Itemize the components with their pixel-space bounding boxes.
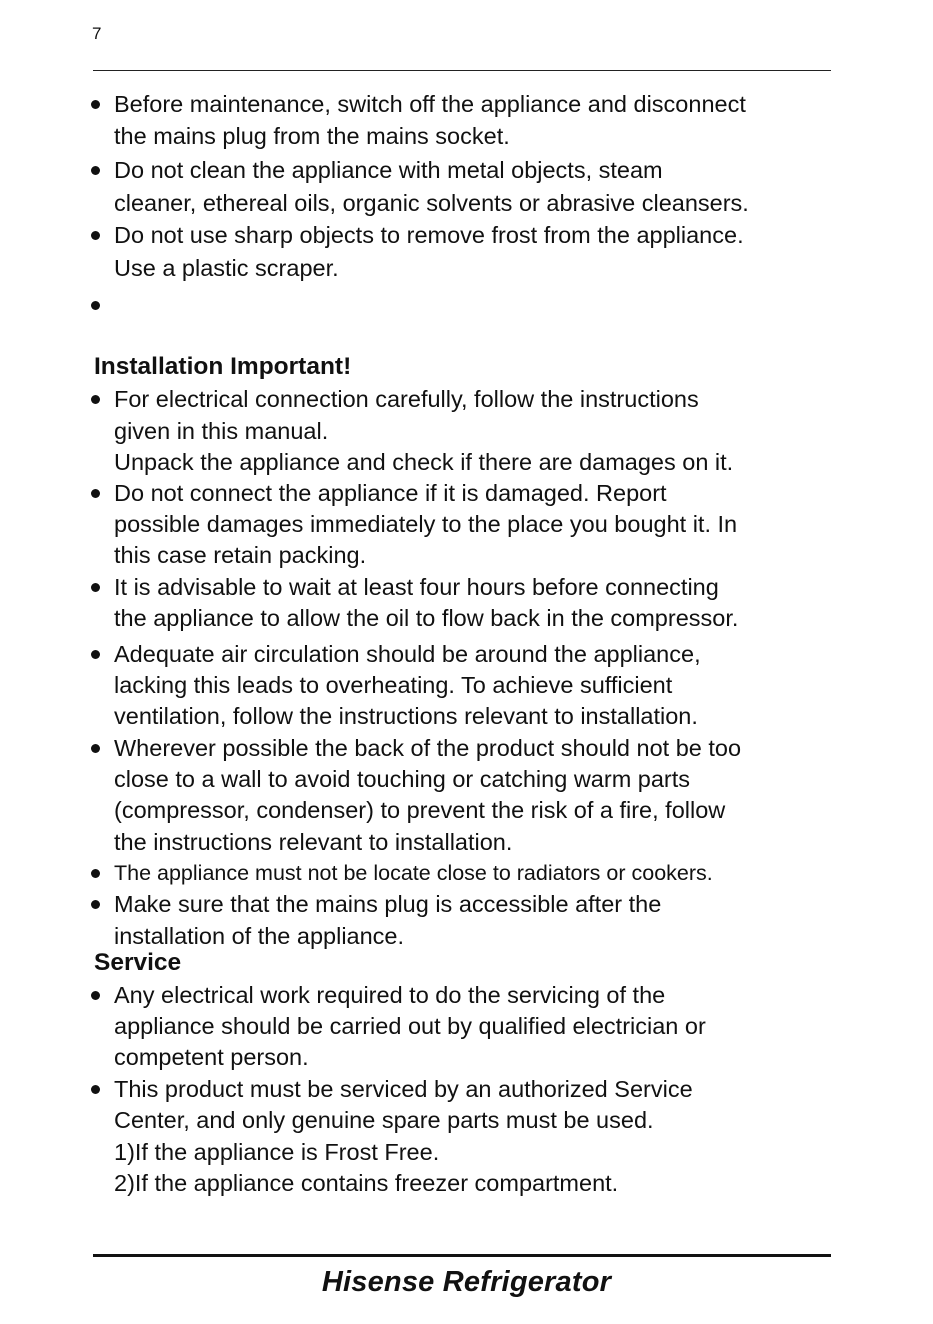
line-text: Do not clean the appliance with metal objects, steam [114,157,663,183]
bullet-icon [91,100,100,109]
bullet-icon [91,1085,100,1094]
line-text: appliance should be carried out by qualified electrician or [114,1013,706,1039]
line-text: lacking this leads to overheating. To achieve sufficient [114,672,673,698]
bullet-icon [91,166,100,175]
line-text: Any electrical work required to do the servicing of the [114,982,666,1008]
bullet-icon [91,744,100,753]
bullet-icon [91,395,100,404]
bullet-icon [91,900,100,909]
bullet-icon [91,869,100,878]
line-text: For electrical connection carefully, follow the instructions [114,386,699,412]
line-text: Use a plastic scraper. [114,255,339,281]
bullet-icon [91,301,100,310]
line-text: the mains plug from the mains socket. [114,123,510,149]
line-text: the appliance to allow the oil to flow back in the compressor. [114,605,739,631]
line-text: It is advisable to wait at least four hours before connecting [114,574,719,600]
page-number: 7 [92,24,102,43]
bullet-icon [91,231,100,240]
line-text: Make sure that the mains plug is accessible after the [114,891,662,917]
line-text: possible damages immediately to the place you bought it. In [114,511,738,537]
footer-brand: Hisense Refrigerator [321,1266,612,1298]
line-text: cleaner, ethereal oils, organic solvents or abrasive cleansers. [114,190,749,216]
section-heading-service: Service [94,949,182,976]
line-text: (compressor, condenser) to prevent the risk of a fire, follow [114,797,726,823]
bullet-icon [91,583,100,592]
bullet-icon [91,991,100,1000]
line-text: installation of the appliance. [114,923,405,949]
line-text: The appliance must not be locate close to radiators or cookers. [114,861,713,885]
line-text: close to a wall to avoid touching or catching warm parts [114,766,691,792]
line-text: Unpack the appliance and check if there are damages on it. [114,449,734,475]
line-text: 1)If the appliance is Frost Free. [114,1139,440,1165]
line-text: competent person. [114,1044,309,1070]
line-text: This product must be serviced by an authorized Service [114,1076,693,1102]
line-text: Do not connect the appliance if it is damaged. Report [114,480,667,506]
line-text: 2)If the appliance contains freezer compartment. [114,1170,619,1196]
line-text: Center, and only genuine spare parts must be used. [114,1107,654,1133]
line-text: given in this manual. [114,418,329,444]
line-text: this case retain packing. [114,542,367,568]
bullet-icon [91,650,100,659]
section-heading-installation: Installation Important! [94,353,352,380]
line-text: the instructions relevant to installation. [114,829,513,855]
line-text: Wherever possible the back of the product should not be too [114,735,742,761]
line-text: Before maintenance, switch off the appliance and disconnect [114,91,746,117]
line-text: Do not use sharp objects to remove frost from the appliance. [114,222,744,248]
line-text: Adequate air circulation should be around the appliance, [114,641,701,667]
bullet-icon [91,489,100,498]
top-rule [93,70,831,71]
line-text: ventilation, follow the instructions relevant to installation. [114,703,698,729]
bottom-rule [93,1254,831,1257]
